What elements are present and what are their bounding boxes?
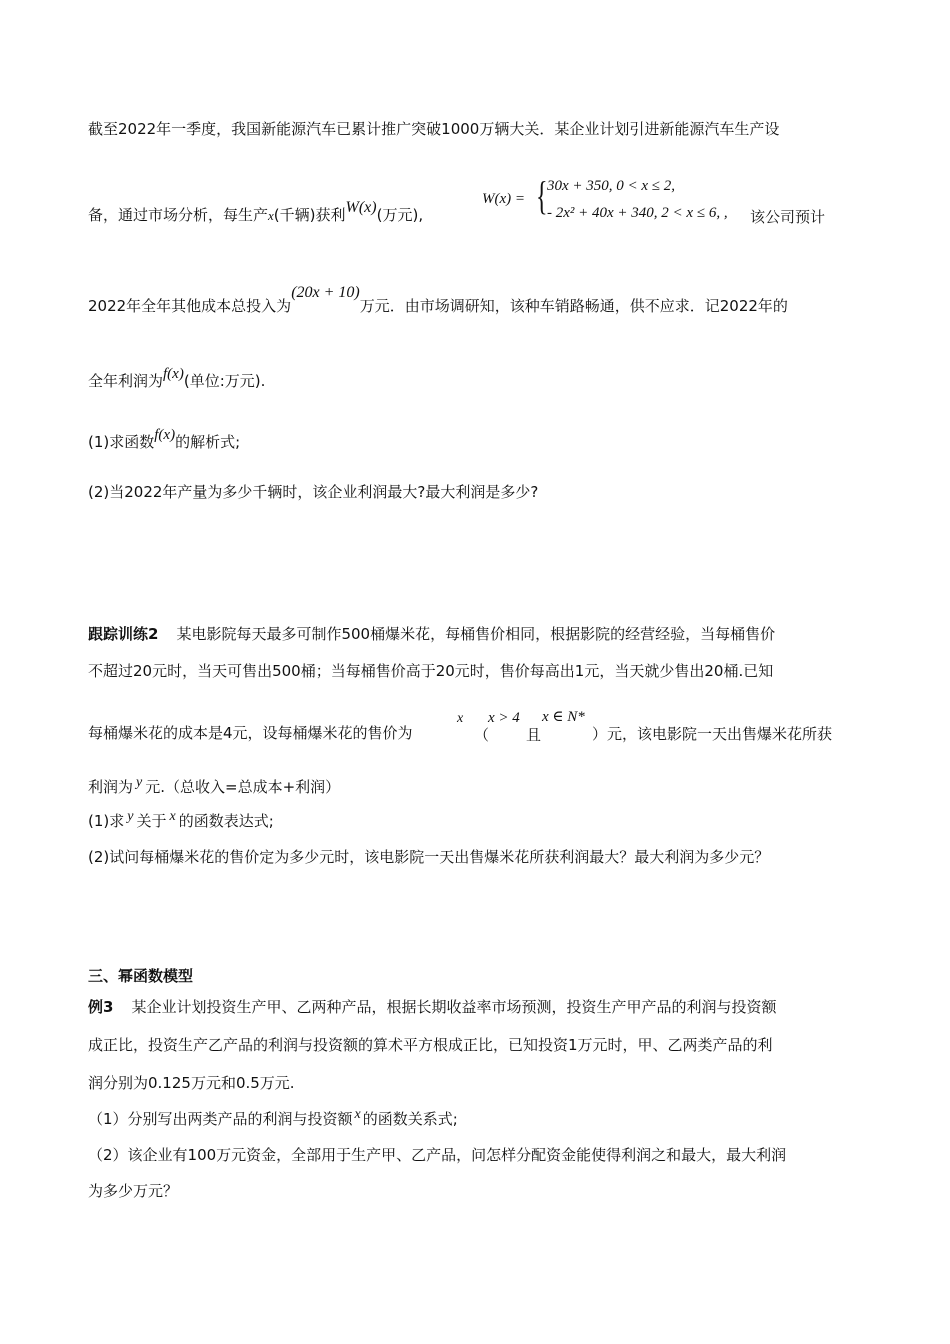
s3-example-label: 例3 [88,998,114,1016]
s3-line1-text: 某企业计划投资生产甲、乙两种产品，根据长期收益率市场预测，投资生产甲产品的利润与投资额 [131,998,777,1016]
p2-line3 [88,723,413,743]
p2-q1-text-b: 关于 [136,812,167,830]
p1-q1-text-b: 的解析式; [175,433,241,451]
s3-var-x: x [354,1107,361,1122]
p1-q1-fx: f(x) [154,427,176,443]
p2-q1-text-c: 的函数表达式; [178,812,274,830]
p1-line4-text-b: (单位:万元). [183,372,266,390]
p2-line4-text-a: 利润为 [88,778,134,796]
p1-line3 [88,284,788,317]
p1-line4 [88,366,266,392]
p2-and: 且 [526,726,542,744]
p1-line2-text-a: 备，通过市场分析，每生产 [88,206,269,224]
p1-Wx: W(x) [345,199,377,216]
p2-q1-y: y [127,809,134,824]
p1-line1: 截至2022年一季度，我国新能源汽车已累计推广突破1000万辆大关．某企业计划引进新能源汽车生产设 [88,120,780,138]
p1-brace: { [536,173,548,218]
p2-q1-x: x [169,809,176,824]
section3-heading: 三、幂函数模型 [88,967,194,985]
p2-var-y: y [136,775,143,790]
p2-line3-text-a: 每桶爆米花的成本是4元，设每桶爆米花的售价为 [88,724,413,742]
p1-question1 [88,427,241,453]
p2-q1-text-a: (1)求 [88,812,125,830]
p2-cond1: x > 4 [488,710,520,726]
p1-piece2: - 2x² + 40x + 340, 2 < x ≤ 6, , [547,205,728,221]
p2-line4 [88,777,340,799]
p1-line2-text-b: (千辆)获利 [273,206,346,224]
s3-question1 [88,1109,458,1131]
p1-line2-text-c: (万元), [376,206,424,224]
p1-piece1: 30x + 350, 0 < x ≤ 2, [547,178,676,194]
p2-line2: 不超过20元时，当天可售出500桶；当每桶售价高于20元时，售价每高出1元，当天就少售出20桶.已知 [88,662,774,680]
p1-question2: (2)当2022年产量为多少千辆时，该企业利润最大?最大利润是多少? [88,483,539,501]
s3-line2: 成正比，投资生产乙产品的利润与投资额的算术平方根成正比，已知投资1万元时，甲、乙两类产品的利 [88,1036,773,1054]
p1-q1-text-a: (1)求函数 [88,433,155,451]
p2-cond2: x ∈ N* [542,709,585,725]
p1-W-lhs: W(x) = [482,191,526,207]
p2-paren-open: （ [474,726,490,744]
s3-line1 [88,997,776,1017]
p1-line2 [88,199,424,226]
p1-fx: f(x) [163,366,184,382]
p1-line3-text-b: 万元．由市场调研知，该种车销路畅通，供不应求．记2022年的 [359,297,788,315]
p2-line1-text: 某电影院每天最多可制作500桶爆米花，每桶售价相同，根据影院的经营经验，当每桶售价 [176,625,776,643]
p1-line3-text-a: 2022年全年其他成本总投入为 [88,297,292,315]
p2-label: 跟踪训练2 [88,625,159,643]
p1-line4-text-a: 全年利润为 [88,372,164,390]
p2-line1 [88,624,775,644]
s3-line3: 润分别为0.125万元和0.5万元. [88,1074,295,1092]
s3-question2-line2: 为多少万元？ [88,1182,179,1200]
p1-line2-text-d: 该公司预计 [750,208,826,226]
s3-question2-line1: （2）该企业有100万元资金，全部用于生产甲、乙产品，问怎样分配资金能使得利润之和最大，最大利润 [88,1146,787,1164]
p2-question1 [88,811,274,833]
p2-question2: (2)试问每桶爆米花的售价定为多少元时，该电影院一天出售爆米花所获利润最大？最大利润为多少元？ [88,848,770,866]
p2-line4-text-b: 元.（总收入=总成本+利润） [145,778,341,796]
p1-var-x: x [268,208,274,223]
p2-var-x: x [457,711,464,726]
s3-q1-text-a: （1）分别写出两类产品的利润与投资额 [88,1110,353,1128]
p2-line3-text-b: ）元，该电影院一天出售爆米花所获 [592,725,833,743]
s3-q1-text-b: 的函数关系式; [362,1110,458,1128]
p1-cost: (20x + 10) [291,284,360,301]
